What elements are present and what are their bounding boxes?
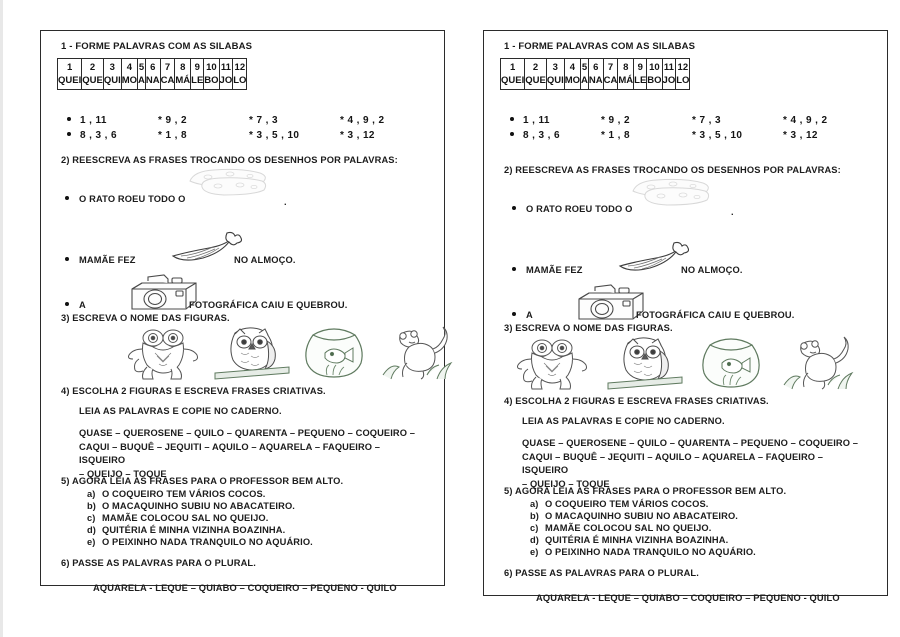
q5-item-a: a) O COQUEIRO TEM VÁRIOS COCOS.	[530, 499, 709, 509]
q5-item-b: b) O MACAQUINHO SUBIU NO ABACATEIRO.	[530, 511, 738, 521]
bullet-dot-icon	[512, 206, 516, 210]
q2-sentence-2: MAMÃE FEZ	[512, 265, 583, 275]
hint-item: * 3 , 5 , 10	[692, 130, 743, 141]
bullet-dot-icon	[65, 196, 69, 200]
syllable-table	[500, 58, 690, 90]
q4-word-list	[79, 427, 429, 481]
hint-bullet-1: 1 , 11	[500, 113, 601, 128]
hint-item: * 1 , 8	[601, 130, 630, 141]
syllable-cell-1: 1 QUEI	[58, 59, 82, 90]
q5-item-b: b) O MACAQUINHO SUBIU NO ABACATEIRO.	[87, 501, 295, 511]
q5-item-c: c) MAMÃE COLOCOU SAL NO QUEIJO.	[87, 513, 269, 523]
q2-sentence-3-tail: FOTOGRÁFICA CAIU E QUEBROU.	[636, 310, 795, 320]
hint-item: * 4 , 9 , 2	[783, 115, 828, 126]
hint-item: * 4 , 9 , 2	[340, 115, 385, 126]
worksheet-copy-right	[483, 30, 888, 603]
q4-title: 4) ESCOLHA 2 FIGURAS E ESCREVA FRASES CRIATIVAS.	[504, 396, 769, 406]
hint-bullet-1: 1 , 11	[57, 113, 158, 128]
q5-item-d: d) QUITÉRIA É MINHA VIZINHA BOAZINHA.	[87, 525, 286, 535]
cheese-drawing	[184, 167, 270, 199]
hint-item: * 3 , 5 , 10	[249, 130, 300, 141]
bullet-dot-icon	[510, 132, 514, 136]
q4-title: 4) ESCOLHA 2 FIGURAS E ESCREVA FRASES CRIATIVAS.	[61, 386, 326, 396]
hint-item: * 9 , 2	[601, 115, 630, 126]
syllable-cell-4: 4 MO	[564, 59, 580, 90]
worksheet-copy-left	[40, 30, 445, 593]
q1-hints	[500, 113, 874, 143]
frog-drawing	[125, 323, 203, 381]
q2-sentence-2-tail: NO ALMOÇO.	[681, 265, 743, 275]
bullet-dot-icon	[67, 117, 71, 121]
syllable-cell-12: 12 LO	[676, 59, 690, 90]
q2-sentence-1-period: .	[284, 197, 287, 207]
syllable-cell-3: 3 QUI	[546, 59, 564, 90]
syllable-cell-4: 4 MO	[121, 59, 137, 90]
bullet-dot-icon	[65, 257, 69, 261]
word-list-line: QUASE – QUEROSENE – QUILO – QUARENTA – PEQUENO – COQUEIRO –	[79, 428, 416, 438]
page-left-edge	[0, 0, 3, 637]
bullet-dot-icon	[512, 267, 516, 271]
syllable-table	[57, 58, 247, 90]
table-row	[58, 59, 247, 90]
q5-title: 5) AGORA LEIA AS FRASES PARA O PROFESSOR BEM ALTO.	[61, 476, 344, 486]
hint-bullet-2: 8 , 3 , 6	[57, 128, 158, 143]
hint-item: * 9 , 2	[158, 115, 187, 126]
q4-subtitle: LEIA AS PALAVRAS E COPIE NO CADERNO.	[522, 416, 725, 426]
q2-sentence-1: O RATO ROEU TODO O	[512, 204, 633, 214]
cheese-drawing	[627, 177, 713, 209]
q5-item-c: c) MAMÃE COLOCOU SAL NO QUEIJO.	[530, 523, 712, 533]
hint-bullet-2: 8 , 3 , 6	[500, 128, 601, 143]
syllable-cell-3: 3 QUI	[103, 59, 121, 90]
hint-row	[57, 128, 431, 143]
syllable-cell-9: 9 LE	[634, 59, 647, 90]
syllable-cell-1: 1 QUEI	[501, 59, 525, 90]
word-list-line: CAQUI – BUQUÊ – JEQUITI – AQUILO – AQUARELA – FAQUEIRO – ISQUEIRO	[79, 441, 381, 465]
word-list-line: – QUEIJO – TOQUE	[522, 478, 610, 489]
hint-item: * 1 , 8	[158, 130, 187, 141]
q3-title: 3) ESCREVA O NOME DAS FIGURAS.	[61, 313, 230, 323]
q1-hints	[57, 113, 431, 143]
bullet-dot-icon	[510, 117, 514, 121]
syllable-cell-8: 8 MÁ	[175, 59, 191, 90]
syllable-cell-11: 11 JO	[662, 59, 676, 90]
table-row	[501, 59, 690, 90]
owl-drawing	[606, 335, 684, 391]
q2-title: 2) REESCREVA AS FRASES TROCANDO OS DESENHOS POR PALAVRAS:	[504, 165, 841, 175]
fishbowl-drawing	[299, 323, 369, 381]
q5-item-a: a) O COQUEIRO TEM VÁRIOS COCOS.	[87, 489, 266, 499]
bullet-dot-icon	[512, 312, 516, 316]
fishbowl-drawing	[696, 333, 766, 391]
hint-item: * 7 , 3	[692, 115, 721, 126]
bullet-dot-icon	[67, 132, 71, 136]
owl-drawing	[213, 325, 291, 381]
q3-figures	[41, 323, 446, 383]
hint-item: * 3 , 12	[340, 130, 375, 141]
syllable-cell-11: 11 JO	[219, 59, 233, 90]
q2-sentence-2: MAMÃE FEZ	[65, 255, 136, 265]
q2-title: 2) REESCREVA AS FRASES TROCANDO OS DESENHOS POR PALAVRAS:	[61, 155, 398, 165]
q2-sentence-1-period: .	[731, 207, 734, 217]
syllable-cell-2: 2 QUE	[525, 59, 547, 90]
q5-item-d: d) QUITÉRIA É MINHA VIZINHA BOAZINHA.	[530, 535, 729, 545]
q4-word-list	[522, 437, 872, 491]
hint-row	[57, 113, 431, 128]
syllable-cell-2: 2 QUE	[82, 59, 104, 90]
syllable-cell-6: 6 NA	[145, 59, 160, 90]
word-list-line: QUASE – QUEROSENE – QUILO – QUARENTA – PEQUENO – COQUEIRO –	[522, 438, 859, 448]
syllable-cell-7: 7 CA	[603, 59, 618, 90]
q6-word-list: AQUARELA - LEQUE – QUIABO – COQUEIRO – PEQUENO - QUILO	[93, 583, 397, 593]
q6-word-list: AQUARELA - LEQUE – QUIABO – COQUEIRO – PEQUENO - QUILO	[536, 593, 840, 603]
q4-subtitle: LEIA AS PALAVRAS E COPIE NO CADERNO.	[79, 406, 282, 416]
q3-figures	[484, 333, 889, 393]
q6-title: 6) PASSE AS PALAVRAS PARA O PLURAL.	[61, 558, 256, 568]
monkey-drawing	[379, 323, 457, 381]
word-list-line: CAQUI – BUQUÊ – JEQUITI – AQUILO – AQUARELA – FAQUEIRO – ISQUEIRO	[522, 451, 824, 475]
word-list-line: – QUEIJO – TOQUE	[79, 468, 167, 479]
hint-row	[500, 128, 874, 143]
q5-title: 5) AGORA LEIA AS FRASES PARA O PROFESSOR BEM ALTO.	[504, 486, 787, 496]
q1-title: 1 - FORME PALAVRAS COM AS SILABAS	[61, 41, 253, 52]
q5-item-e: e) O PEIXINHO NADA TRANQUILO NO AQUÁRIO.	[87, 537, 313, 547]
syllable-cell-5: 5 A	[138, 59, 146, 90]
q5-item-e: e) O PEIXINHO NADA TRANQUILO NO AQUÁRIO.	[530, 547, 756, 557]
syllable-cell-8: 8 MÁ	[618, 59, 634, 90]
monkey-drawing	[780, 333, 858, 391]
q3-title: 3) ESCREVA O NOME DAS FIGURAS.	[504, 323, 673, 333]
syllable-cell-9: 9 LE	[191, 59, 204, 90]
q2-sentence-3: A	[65, 300, 86, 310]
syllable-cell-6: 6 NA	[588, 59, 603, 90]
hint-item: * 7 , 3	[249, 115, 278, 126]
q6-title: 6) PASSE AS PALAVRAS PARA O PLURAL.	[504, 568, 699, 578]
bullet-dot-icon	[65, 302, 69, 306]
q2-sentence-3-tail: FOTOGRÁFICA CAIU E QUEBROU.	[189, 300, 348, 310]
hint-row	[500, 113, 874, 128]
q2-sentence-1: O RATO ROEU TODO O	[65, 194, 186, 204]
syllable-cell-5: 5 A	[581, 59, 589, 90]
q1-title: 1 - FORME PALAVRAS COM AS SILABAS	[504, 41, 696, 52]
syllable-cell-12: 12 LO	[233, 59, 247, 90]
syllable-cell-10: 10 BO	[647, 59, 662, 90]
hint-item: * 3 , 12	[783, 130, 818, 141]
syllable-cell-10: 10 BO	[204, 59, 219, 90]
q2-sentence-3: A	[512, 310, 533, 320]
syllable-cell-7: 7 CA	[160, 59, 175, 90]
q2-sentence-2-tail: NO ALMOÇO.	[234, 255, 296, 265]
frog-drawing	[514, 333, 592, 391]
